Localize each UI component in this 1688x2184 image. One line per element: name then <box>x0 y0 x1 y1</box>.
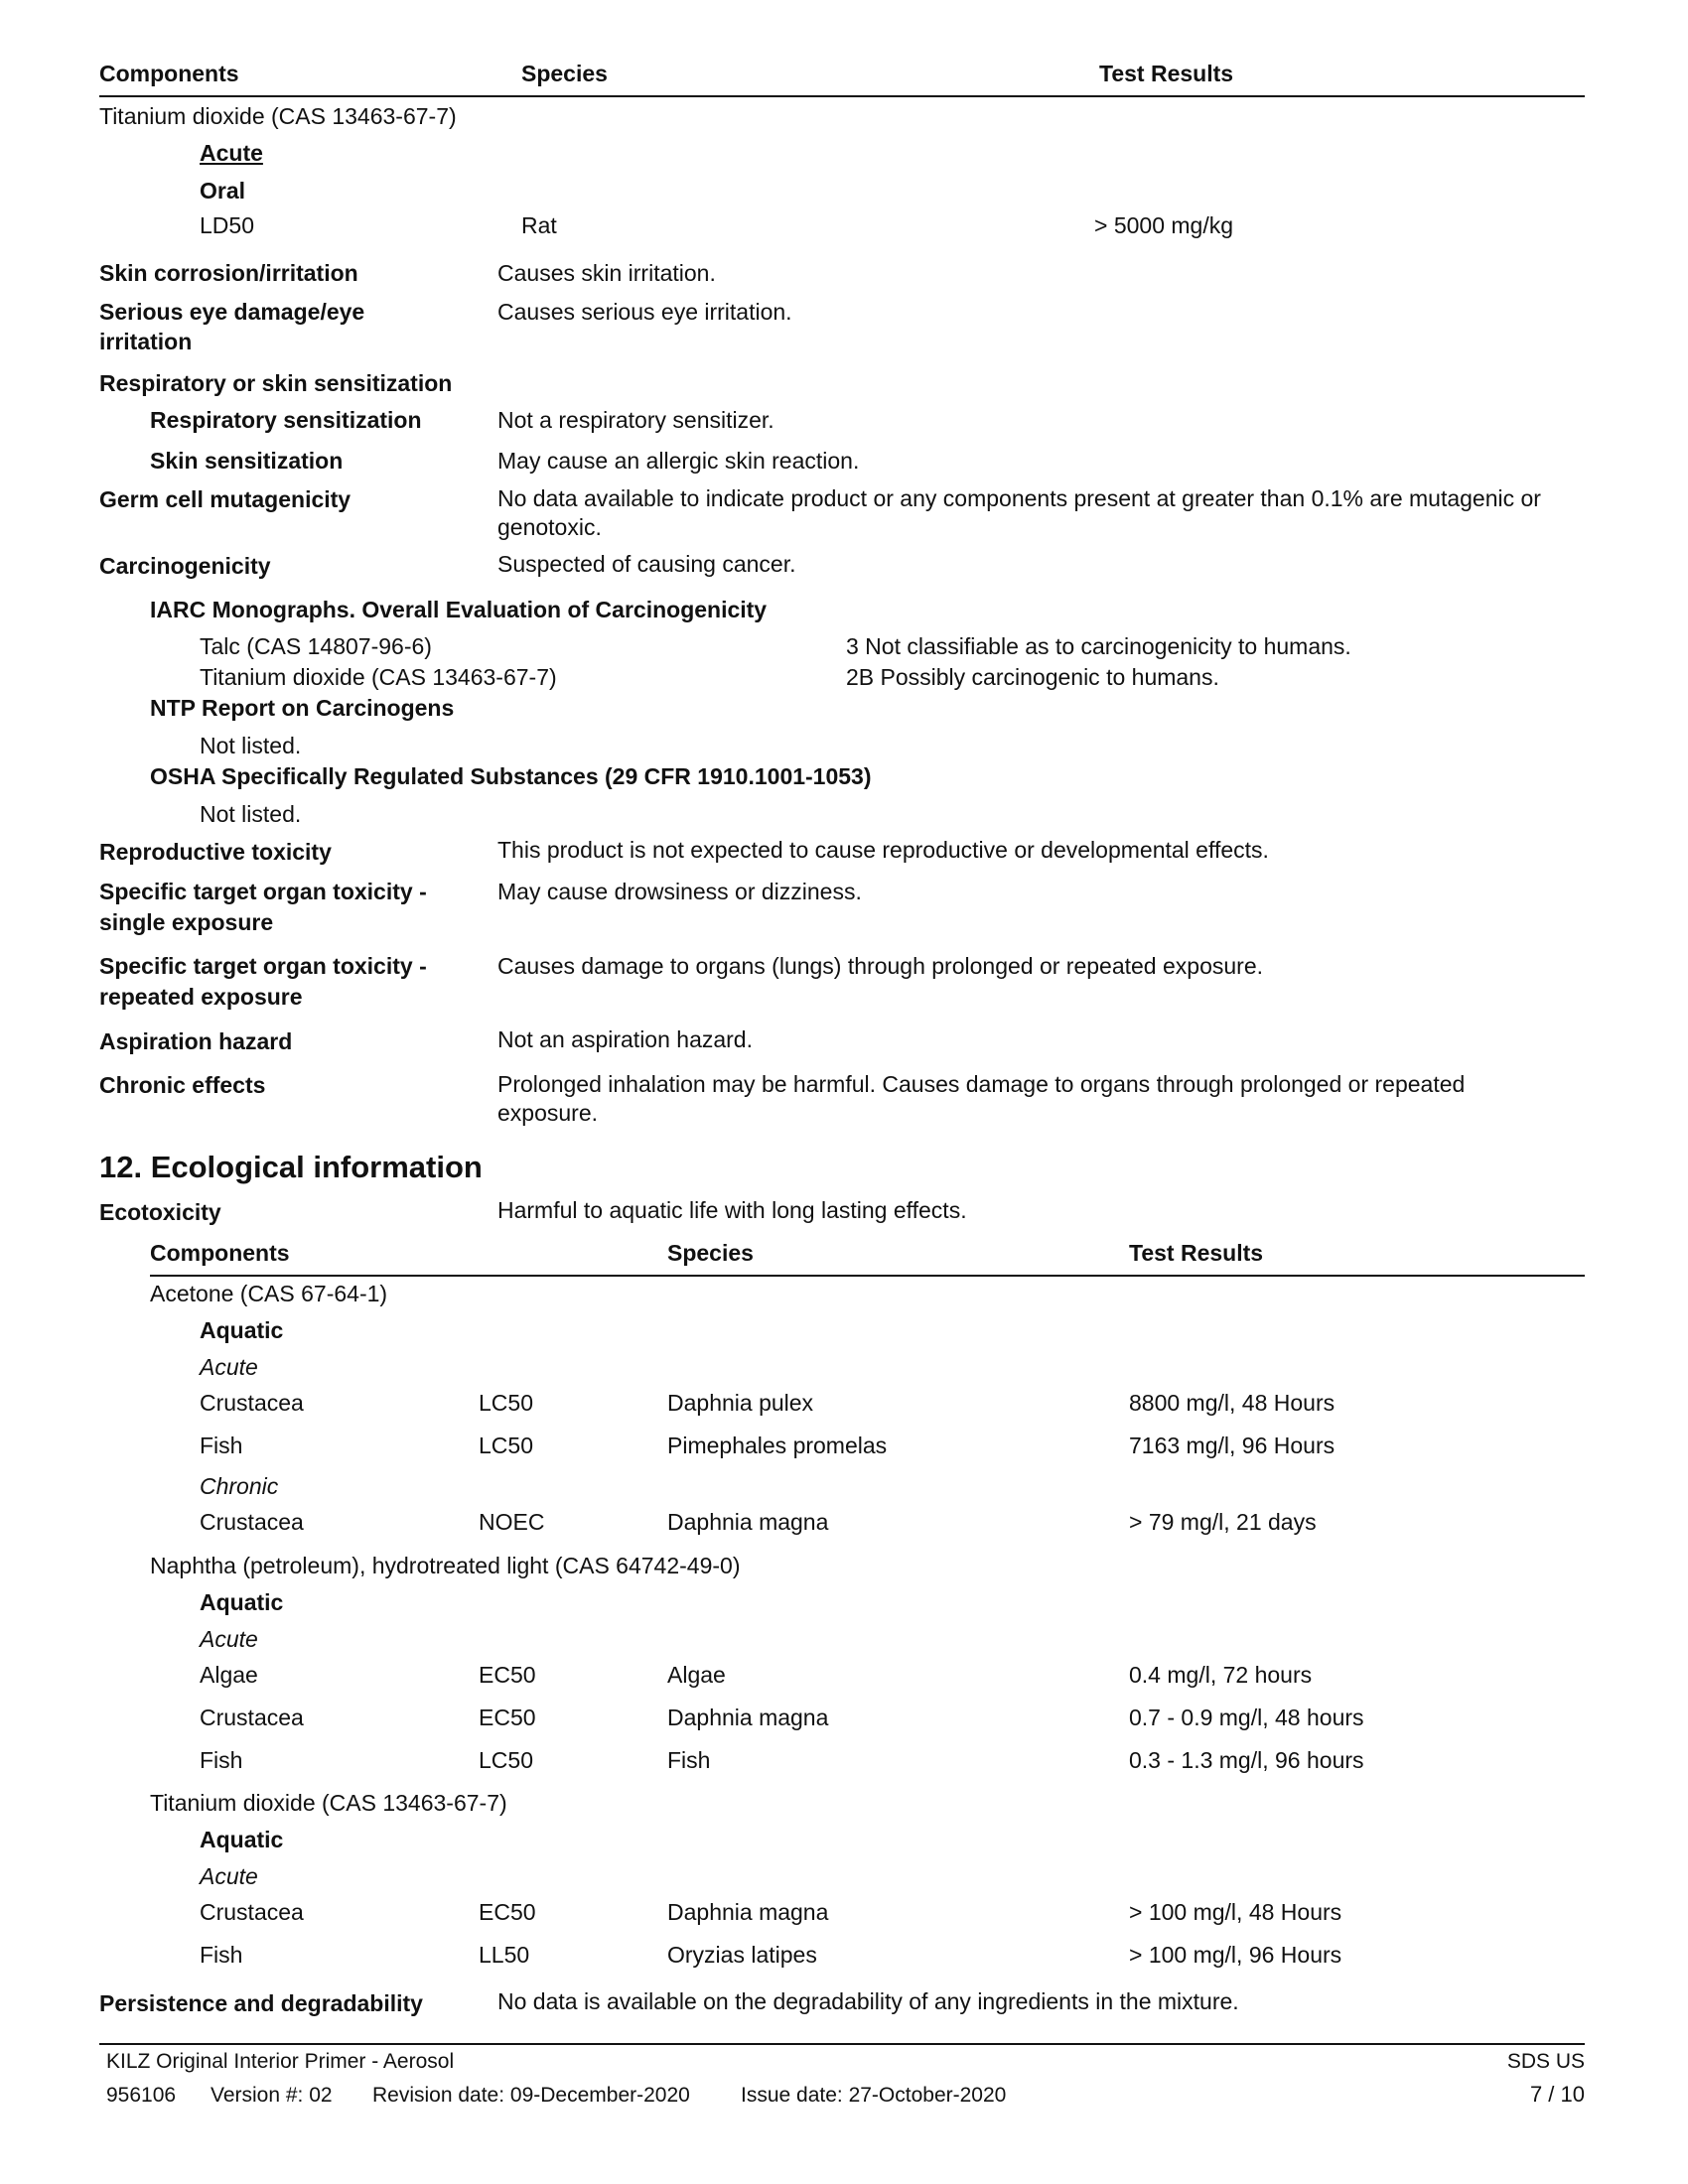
heading-iarc: IARC Monographs. Overall Evaluation of Carcinogenicity <box>150 597 768 622</box>
aquatic-label: Aquatic <box>200 1589 284 1615</box>
value-stot-repeated: Causes damage to organs (lungs) through prolonged or repeated exposure. <box>497 953 1263 979</box>
label-germ-cell: Germ cell mutagenicity <box>99 486 352 512</box>
eco-col-header-test-results: Test Results <box>1129 1240 1264 1266</box>
iarc-substance-1: Talc (CAS 14807-96-6) <box>200 633 432 659</box>
value-aspiration: Not an aspiration hazard. <box>497 1026 753 1052</box>
value-ecotoxicity: Harmful to aquatic life with long lasting effects. <box>497 1197 967 1223</box>
value-respiratory-sensitization: Not a respiratory sensitizer. <box>497 407 774 433</box>
aquatic-label: Aquatic <box>200 1827 284 1852</box>
label-skin-sensitization: Skin sensitization <box>150 448 344 474</box>
table-row-test: LC50 <box>479 1747 533 1773</box>
label-stot-single-1: Specific target organ toxicity - <box>99 879 427 904</box>
eco-component-acetone: Acetone (CAS 67-64-1) <box>150 1281 388 1306</box>
table-row-test: LL50 <box>479 1942 530 1968</box>
label-respiratory-sensitization: Respiratory sensitization <box>150 407 422 433</box>
table-row-result: 8800 mg/l, 48 Hours <box>1129 1390 1336 1416</box>
value-germ-cell: No data available to indicate product or any components present at greater than 0.1% are mutagenic or genotoxic. <box>497 485 1541 540</box>
footer-product: KILZ Original Interior Primer - Aerosol <box>106 2050 455 2073</box>
table-row-test: LC50 <box>479 1433 533 1458</box>
table-row-species: Daphnia magna <box>667 1509 829 1535</box>
label-eye-damage-1: Serious eye damage/eye <box>99 299 365 325</box>
table-row-organism: Fish <box>200 1747 243 1773</box>
label-persistence: Persistence and degradability <box>99 1990 423 2016</box>
table-row-test: NOEC <box>479 1509 545 1535</box>
table-row-species: Pimephales promelas <box>667 1433 888 1458</box>
acute-label: Acute <box>200 1626 258 1652</box>
table-row-organism: Crustacea <box>200 1705 304 1730</box>
iarc-substance-2: Titanium dioxide (CAS 13463-67-7) <box>200 664 557 690</box>
heading-osha: OSHA Specifically Regulated Substances (29 CFR 1910.1001-1053) <box>150 763 872 789</box>
value-stot-single: May cause drowsiness or dizziness. <box>497 879 862 904</box>
value-skin-sensitization: May cause an allergic skin reaction. <box>497 448 860 474</box>
footer-number: 956106 <box>106 2084 177 2107</box>
eco-component-titanium: Titanium dioxide (CAS 13463-67-7) <box>150 1790 507 1816</box>
table-row-organism: Crustacea <box>200 1509 304 1535</box>
table-row-result: > 100 mg/l, 48 Hours <box>1129 1899 1342 1925</box>
col-header-species: Species <box>521 61 608 86</box>
value-skin-corrosion: Causes skin irritation. <box>497 260 716 286</box>
label-aspiration: Aspiration hazard <box>99 1028 293 1054</box>
iarc-evaluation-1: 3 Not classifiable as to carcinogenicity to humans. <box>846 633 1351 659</box>
table-row-result: 0.3 - 1.3 mg/l, 96 hours <box>1129 1747 1364 1773</box>
acute-label: Acute <box>200 1863 258 1889</box>
header-rule <box>99 95 1585 97</box>
table-row-result: 0.4 mg/l, 72 hours <box>1129 1662 1313 1688</box>
value-carcinogenicity: Suspected of causing cancer. <box>497 551 796 577</box>
component-name: Titanium dioxide (CAS 13463-67-7) <box>99 103 457 129</box>
value-osha: Not listed. <box>200 801 302 827</box>
col-header-test-results: Test Results <box>1099 61 1234 86</box>
table-row-result: > 79 mg/l, 21 days <box>1129 1509 1317 1535</box>
table-row-species: Daphnia magna <box>667 1899 829 1925</box>
col-header-components: Components <box>99 61 239 86</box>
table-row-organism: Algae <box>200 1662 258 1688</box>
table-row-species: Oryzias latipes <box>667 1942 817 1968</box>
eco-col-header-components: Components <box>150 1240 290 1266</box>
footer-rule <box>99 2043 1585 2045</box>
table-row-result: 0.7 - 0.9 mg/l, 48 hours <box>1129 1705 1364 1730</box>
eco-col-header-species: Species <box>667 1240 754 1266</box>
test-type: LD50 <box>200 212 254 238</box>
aquatic-label: Aquatic <box>200 1317 284 1343</box>
table-row-test: EC50 <box>479 1705 536 1730</box>
label-carcinogenicity: Carcinogenicity <box>99 553 271 579</box>
acute-label: Acute <box>200 1354 258 1380</box>
test-species: Rat <box>521 212 557 238</box>
label-eye-damage-2: irritation <box>99 329 193 354</box>
label-ecotoxicity: Ecotoxicity <box>99 1199 221 1225</box>
footer-revision-date: Revision date: 09-December-2020 <box>372 2084 690 2107</box>
footer-doc-type: SDS US <box>1506 2050 1585 2073</box>
table-row-species: Fish <box>667 1747 711 1773</box>
section-title-ecological: 12. Ecological information <box>99 1150 483 1184</box>
table-row-species: Daphnia pulex <box>667 1390 814 1416</box>
eco-header-rule <box>150 1275 1585 1277</box>
table-row-result: 7163 mg/l, 96 Hours <box>1129 1433 1336 1458</box>
label-stot-repeated-1: Specific target organ toxicity - <box>99 953 427 979</box>
value-chronic: Prolonged inhalation may be harmful. Causes damage to organs through prolonged or repeated exposure. <box>497 1071 1466 1126</box>
route-group: Acute <box>200 140 263 166</box>
label-stot-single-2: single exposure <box>99 909 274 935</box>
table-row-organism: Fish <box>200 1433 243 1458</box>
table-row-species: Algae <box>667 1662 726 1688</box>
table-row-result: > 100 mg/l, 96 Hours <box>1129 1942 1342 1968</box>
table-row-species: Daphnia magna <box>667 1705 829 1730</box>
value-eye-damage: Causes serious eye irritation. <box>497 299 792 325</box>
route: Oral <box>200 178 246 204</box>
table-row-organism: Crustacea <box>200 1899 304 1925</box>
table-row-organism: Fish <box>200 1942 243 1968</box>
value-ntp: Not listed. <box>200 733 302 758</box>
label-stot-repeated-2: repeated exposure <box>99 984 303 1010</box>
value-reproductive: This product is not expected to cause reproductive or developmental effects. <box>497 837 1269 863</box>
iarc-evaluation-2: 2B Possibly carcinogenic to humans. <box>846 664 1219 690</box>
footer-issue-date: Issue date: 27-October-2020 <box>741 2084 1007 2107</box>
table-row-test: EC50 <box>479 1899 536 1925</box>
label-skin-corrosion: Skin corrosion/irritation <box>99 260 358 286</box>
value-persistence: No data is available on the degradability of any ingredients in the mixture. <box>497 1988 1239 2014</box>
test-result: > 5000 mg/kg <box>1094 212 1234 238</box>
table-row-organism: Crustacea <box>200 1390 304 1416</box>
footer-page-number: 7 / 10 <box>1529 2082 1585 2107</box>
table-row-test: EC50 <box>479 1662 536 1688</box>
heading-sensitization: Respiratory or skin sensitization <box>99 370 453 396</box>
chronic-label: Chronic <box>200 1473 279 1499</box>
footer-version: Version #: 02 <box>211 2084 333 2107</box>
label-chronic: Chronic effects <box>99 1072 266 1098</box>
eco-component-naphtha: Naphtha (petroleum), hydrotreated light (CAS 64742-49-0) <box>150 1553 741 1578</box>
label-reproductive: Reproductive toxicity <box>99 839 332 865</box>
heading-ntp: NTP Report on Carcinogens <box>150 695 455 721</box>
table-row-test: LC50 <box>479 1390 533 1416</box>
